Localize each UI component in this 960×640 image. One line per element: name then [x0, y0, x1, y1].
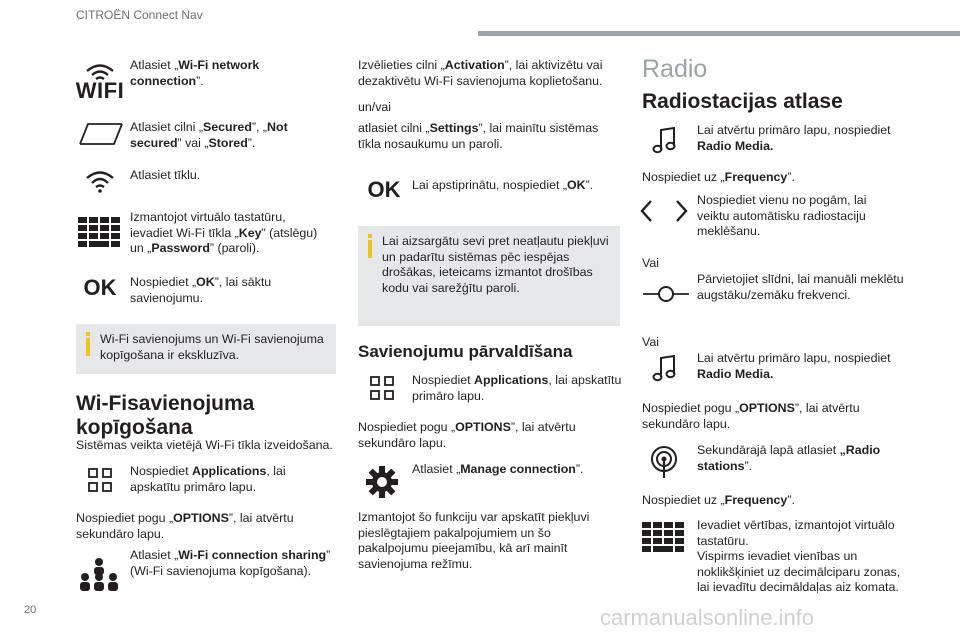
wifi-icon: [75, 58, 125, 104]
col3-para1: Nospiediet uz „Frequency”.: [642, 170, 795, 184]
wifi-signal-icon: [84, 168, 116, 194]
header-title: CITROËN Connect Nav: [76, 8, 203, 22]
music-note-icon: [650, 126, 678, 156]
col3-para3: Nospiediet uz „Frequency”.: [642, 493, 795, 507]
col3-step1-text: Lai atvērtu primāro lapu, nospiediet Radio Media.: [697, 123, 891, 153]
wifi-icon-label: WIFI: [75, 78, 125, 104]
col2-step1-text: Lai apstiprinātu, nospiediet „OK”.: [412, 178, 594, 192]
tab-icon: [78, 120, 124, 148]
col1-para1: Sistēmas veikta vietējā Wi-Fi tīkla izveidošana.: [76, 438, 333, 452]
section-heading-station-selection: Radiostacijas atlase: [642, 90, 843, 113]
connection-sharing-icon: [78, 556, 120, 594]
col3-para2: Nospiediet pogu „OPTIONS”, lai atvērtu sekundāro lapu.: [642, 401, 860, 431]
info-note: [76, 324, 336, 374]
col3-or1: Vai: [642, 256, 659, 270]
security-note-text: Lai aizsargātu sevi pret neatļautu piekļuvi un padarītu sistēmas pēc iespējas drošākas, ieteicams izmantot drošības kodu vai sarežģītu paroli.: [382, 234, 609, 295]
keyboard-icon: [642, 522, 684, 552]
col3-step4-text: Lai atvērtu primāro lapu, nospiediet Radio Media.: [697, 351, 891, 381]
info-icon: [368, 234, 372, 238]
radio-title: Radio: [642, 55, 708, 83]
col2-step3-text: Atlasiet „Manage connection”.: [412, 462, 584, 476]
col2-para3: Nospiediet pogu „OPTIONS”, lai atvērtu sekundāro lapu.: [358, 420, 576, 450]
page-number: 20: [24, 604, 37, 616]
col3-or2: Vai: [642, 335, 659, 349]
col1-step5-text: Nospiediet „OK”, lai sāktu savienojumu.: [130, 275, 272, 305]
col1-para2: Nospiediet pogu „OPTIONS”, lai atvērtu sekundāro lapu.: [76, 511, 294, 541]
info-icon: [86, 332, 90, 336]
info-note-text: Wi-Fi savienojums un Wi-Fi savienojuma kopīgošana ir ekskluzīva.: [100, 332, 324, 362]
applications-icon: [368, 374, 396, 402]
col1-step3-text: Atlasiet tīklu.: [130, 168, 201, 182]
ok-confirm-icon: OK: [367, 177, 401, 203]
col1-step1-text: Atlasiet „Wi-Fi network connection”.: [130, 58, 260, 88]
ok-icon: OK: [83, 275, 117, 301]
col3-step5-text: Sekundārajā lapā atlasiet „Radio stations”.: [697, 443, 881, 473]
col1-step2-text: Atlasiet cilni „Secured”, „Not secured” vai „Stored”.: [130, 120, 288, 150]
col2-or: un/vai: [358, 100, 392, 114]
col3-step6-text: Ievadiet vērtības, izmantojot virtuālo tastatūru. Vispirms ievadiet vienības un noklikšķiniet uz decimālciparu zonas, lai ievadītu decimāldaļas aiz komata.: [697, 518, 901, 594]
col1-step7-text: Atlasiet „Wi-Fi connection sharing” (Wi-Fi savienojuma kopīgošana).: [130, 548, 331, 578]
manage-connection-gear-icon: [364, 464, 400, 500]
keyboard-icon: [78, 217, 120, 247]
col3-step3-text: Pārvietojiet slīdni, lai manuāli meklētu augstāku/zemāku frekvenci.: [697, 272, 904, 302]
col2-para2: atlasiet cilni „Settings”, lai mainītu sistēmas tīkla nosaukumu un paroli.: [358, 121, 599, 151]
applications-icon: [86, 466, 114, 494]
seek-arrows-icon: [638, 198, 690, 224]
col2-para1: Izvēlieties cilni „Activation”, lai aktivizētu vai dezaktivētu Wi-Fi savienojuma koplietošanu.: [358, 58, 603, 88]
col2-step2-text: Nospiediet Applications, lai apskatītu primāro lapu.: [412, 373, 622, 403]
col1-step6-text: Nospiediet Applications, lai apskatītu primāro lapu.: [130, 464, 286, 494]
col1-step4-text: Izmantojot virtuālo tastatūru, ievadiet Wi-Fi tīkla „Key” (atslēgu) un „Password” (paroli).: [130, 210, 318, 255]
section-heading-wifi-sharing: Wi-Fisavienojuma kopīgošana: [76, 392, 255, 439]
security-note: [358, 226, 620, 326]
col3-step2-text: Nospiediet vienu no pogām, lai veiktu automātisku radiostaciju meklēšanu.: [697, 193, 867, 238]
radio-station-icon: [648, 444, 680, 480]
music-note-icon: [650, 354, 678, 384]
col2-para4: Izmantojot šo funkciju var apskatīt piekļuvi pieslēgtajiem pakalpojumiem un šo pakalpojumu pieejamību, kā arī mainīt savienojuma režīmu.: [358, 510, 590, 571]
frequency-slider-icon: [642, 282, 690, 306]
watermark: carmanualsonline.info: [600, 605, 815, 630]
header-bar: [478, 31, 960, 36]
section-heading-connection-management: Savienojumu pārvaldīšana: [358, 342, 573, 361]
